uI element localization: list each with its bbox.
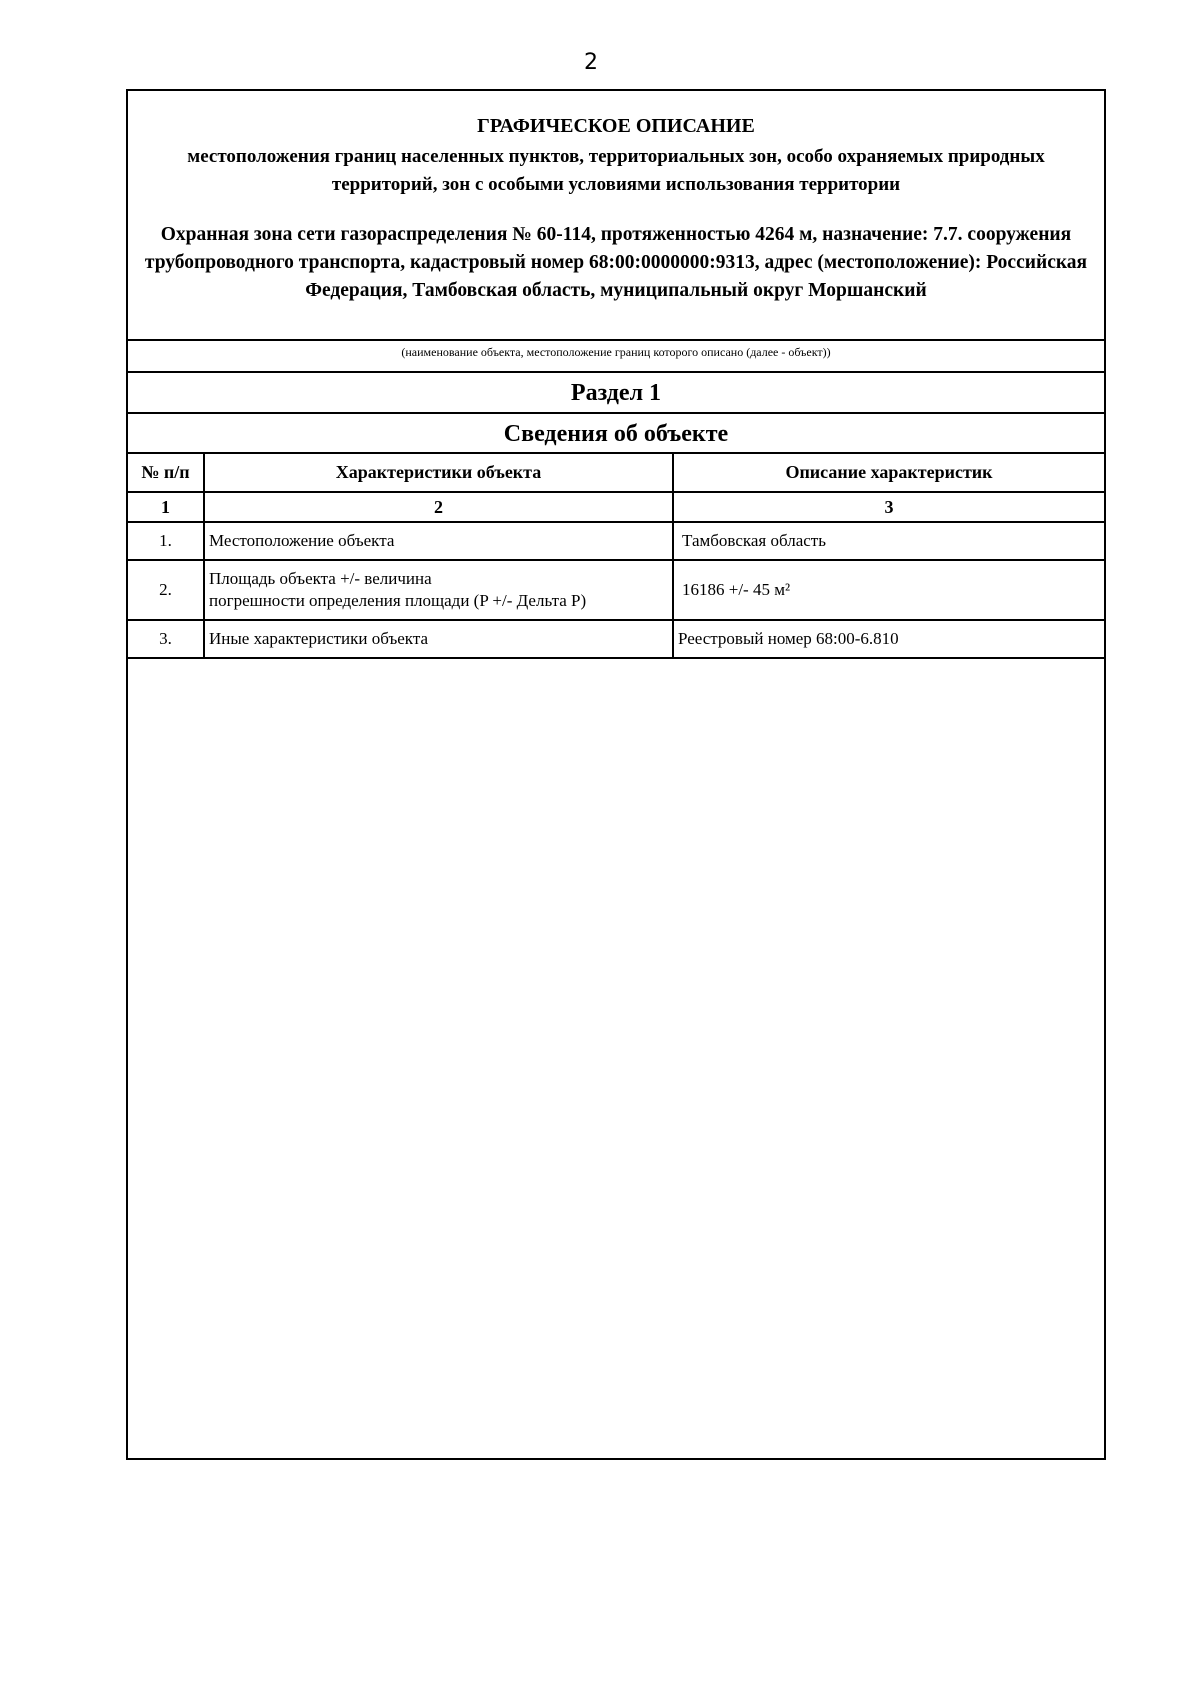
table-header-row <box>128 454 1104 492</box>
row-number: 2. <box>128 560 204 620</box>
row-description: 16186 +/- 45 м² <box>673 560 1104 620</box>
column-header-number: № п/п <box>128 454 204 492</box>
section-title: Раздел 1 <box>128 373 1104 414</box>
object-name: Охранная зона сети газораспределения № 60-114, протяженностью 4264 м, назначение: 7.7. сооружения трубопроводного транспорта, кадастровый номер 68:00:0000000:9313, адрес (местоположение): Российская Федерация, Тамбовская область, муниципальный округ Моршанский <box>144 224 1088 301</box>
row-characteristic: Местоположение объекта <box>204 522 673 560</box>
column-header-characteristic: Характеристики объекта <box>204 454 673 492</box>
column-number: 2 <box>204 492 673 522</box>
header-block <box>128 91 1104 341</box>
column-number: 1 <box>128 492 204 522</box>
row-characteristic: Иные характеристики объекта <box>204 620 673 658</box>
table-row <box>128 560 1104 620</box>
column-header-description: Описание характеристик <box>673 454 1104 492</box>
table-row <box>128 620 1104 658</box>
table-row <box>128 522 1104 560</box>
row-characteristic <box>204 560 673 620</box>
document-frame <box>126 89 1106 1460</box>
row-number: 1. <box>128 522 204 560</box>
row-characteristic-line: погрешности определения площади (P +/- Дельта P) <box>209 591 587 610</box>
object-info-table <box>128 454 1104 659</box>
object-name-caption: (наименование объекта, местоположение границ которого описано (далее - объект)) <box>128 341 1104 373</box>
document-subtitle: местоположения границ населенных пунктов, территориальных зон, особо охраняемых природных территорий, зон с особыми условиями использования территории <box>187 146 1045 195</box>
document-title: ГРАФИЧЕСКОЕ ОПИСАНИЕ <box>477 115 755 137</box>
row-description: Тамбовская область <box>673 522 1104 560</box>
column-number-row <box>128 492 1104 522</box>
row-characteristic-line: Площадь объекта +/- величина <box>209 569 432 588</box>
column-number: 3 <box>673 492 1104 522</box>
row-number: 3. <box>128 620 204 658</box>
row-description: Реестровый номер 68:00-6.810 <box>673 620 1104 658</box>
page-number: 2 <box>584 50 598 75</box>
section-subtitle: Сведения об объекте <box>128 414 1104 454</box>
